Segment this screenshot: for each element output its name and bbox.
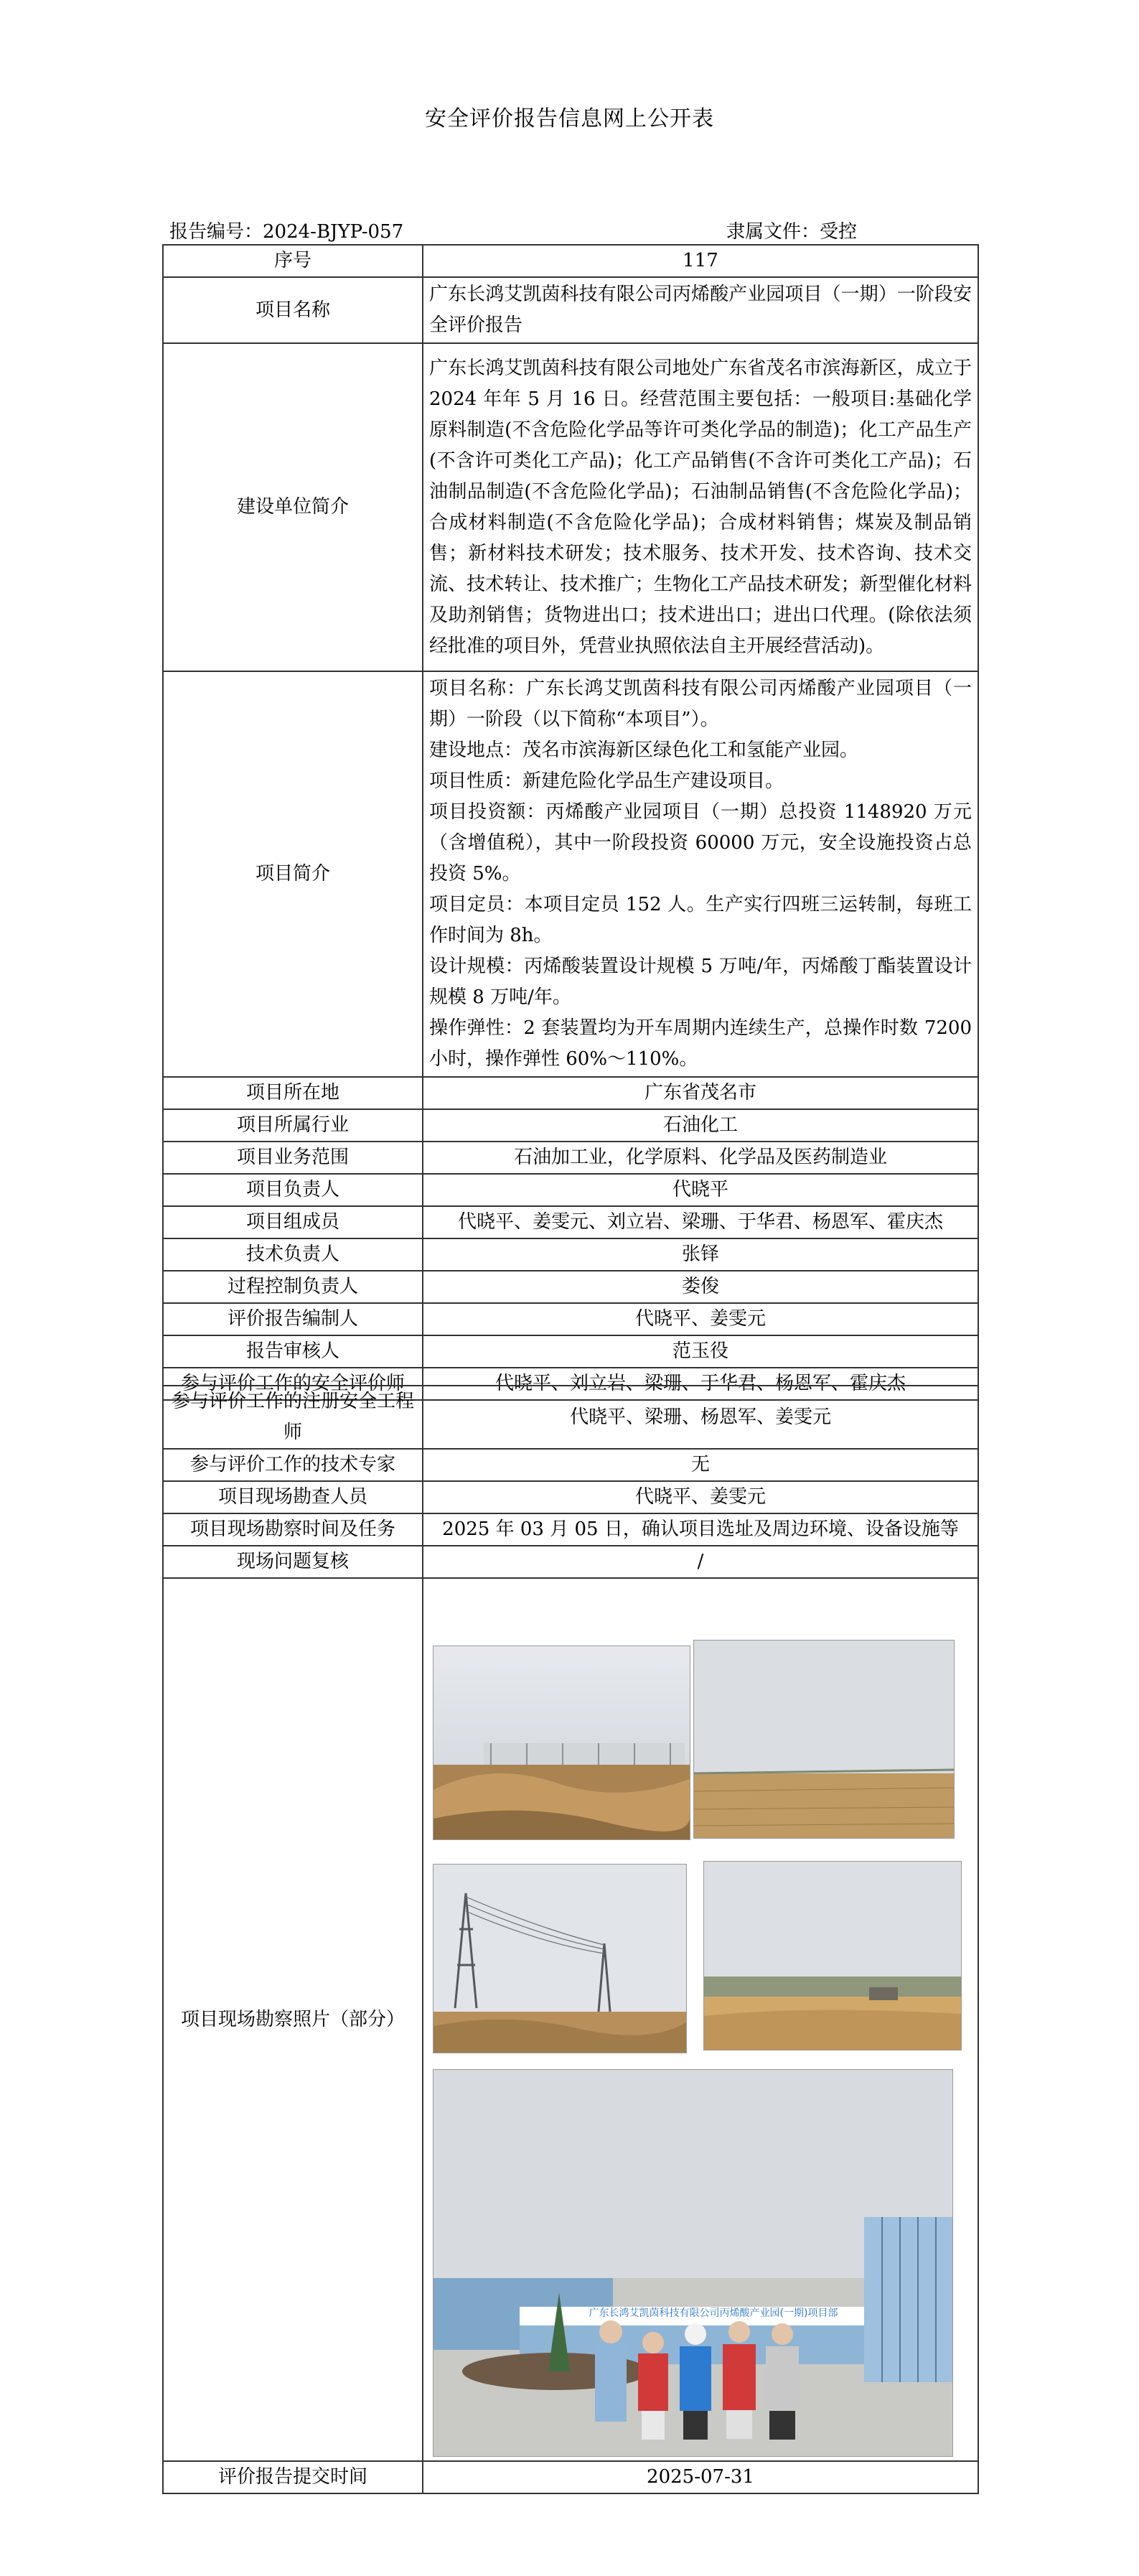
submit-value: 2025-07-31: [423, 2461, 978, 2493]
info-table-1: [162, 244, 979, 1401]
table-row: [163, 671, 978, 1077]
surveyors-label: 项目现场勘查人员: [163, 1481, 423, 1513]
site-photo-4: [703, 1861, 962, 2050]
scope-value: 石油加工业，化学原料、化学品及医药制造业: [423, 1142, 978, 1174]
unit-intro-label: 建设单位简介: [163, 343, 423, 671]
page-title: 安全评价报告信息网上公开表: [425, 106, 714, 131]
tech-leader-value: 张铎: [423, 1238, 978, 1271]
location-label: 项目所在地: [163, 1077, 423, 1109]
table-row: [163, 1206, 978, 1238]
table-row: [163, 277, 978, 343]
members-value: 代晓平、姜雯元、刘立岩、梁珊、于华君、杨恩军、霍庆杰: [423, 1206, 978, 1238]
table-row: [163, 1271, 978, 1303]
members-label: 项目组成员: [163, 1206, 423, 1238]
reg-engineers-label: 参与评价工作的注册安全工程师: [163, 1386, 423, 1449]
table-row: [163, 1142, 978, 1174]
reviewer-label: 报告审核人: [163, 1335, 423, 1368]
reviewer-value: 范玉役: [423, 1335, 978, 1368]
photos-label: 项目现场勘察照片（部分）: [163, 1578, 423, 2461]
recheck-label: 现场问题复核: [163, 1546, 423, 1578]
table-row: [163, 1449, 978, 1481]
compiler-label: 评价报告编制人: [163, 1303, 423, 1335]
table-row: [163, 1174, 978, 1206]
intro-line: 操作弹性：2 套装置均为开车周期内连续生产，总操作时数 7200 小时，操作弹性 60%～110%。: [429, 1017, 972, 1070]
table-row: [163, 1335, 978, 1368]
intro-line: 项目定员：本项目定员 152 人。生产实行四班三运转制，每班工作时间为 8h。: [429, 894, 972, 946]
survey-time-value: 2025 年 03 月 05 日，确认项目选址及周边环境、设备设施等: [423, 1513, 978, 1546]
photo-gallery: [423, 1579, 978, 2460]
site-photo-3: [433, 1864, 687, 2053]
intro-line: 项目名称：广东长鸿艾凯茵科技有限公司丙烯酸产业园项目（一期）一阶段（以下简称“本项目”）。: [429, 678, 972, 730]
table-row: [163, 1303, 978, 1335]
industry-label: 项目所属行业: [163, 1109, 423, 1142]
tech-leader-label: 技术负责人: [163, 1238, 423, 1271]
table-row: [163, 1077, 978, 1109]
report-number: 报告编号：2024-BJYP-057: [169, 221, 404, 243]
unit-intro-value: 广东长鸿艾凯茵科技有限公司地处广东省茂名市滨海新区，成立于 2024 年年 5 月 16 日。经营范围主要包括：一般项目:基础化学原料制造(不含危险化学品等许可类化学品的制造)；化工产品生产(不含许可类化工产品)；化工产品销售(不含许可类化工产品)；石油制品制造(不含危险化学品)；石油制品销售(不含危险化学品)；合成材料制造(不含危险化学品)；合成材料销售；煤炭及制品销售；新材料技术研发；技术服务、技术开发、技术咨询、技术交流、技术转让、技术推广；生物化工产品技术研发；新型催化材料及助剂销售；货物进出口；技术进出口；进出口代理。(除依法须经批准的项目外，凭营业执照依法自主开展经营活动)。: [423, 343, 978, 671]
seq-value: 117: [423, 245, 978, 277]
intro-line: 建设地点：茂名市滨海新区绿色化工和氢能产业园。: [429, 739, 859, 761]
intro-line: 项目投资额：丙烯酸产业园项目（一期）总投资 1148920 万元（含增值税），其中一阶段投资 60000 万元，安全设施投资占总投资 5%。: [429, 801, 972, 885]
intro-line: 项目性质：新建危险化学品生产建设项目。: [429, 770, 784, 792]
photos-cell: [423, 1578, 978, 2461]
team-photo: [433, 2069, 953, 2457]
table-row: [163, 245, 978, 277]
project-intro-label: 项目简介: [163, 671, 423, 1077]
location-value: 广东省茂名市: [423, 1077, 978, 1109]
table-row: [163, 343, 978, 671]
table-row: [163, 1513, 978, 1546]
table-row: [163, 1481, 978, 1513]
evaluators-label: 参与评价工作的安全评价师: [163, 1368, 423, 1400]
industry-value: 石油化工: [423, 1109, 978, 1142]
affiliation-label: 隶属文件：受控: [726, 221, 858, 243]
reg-engineers-value: 代晓平、梁珊、杨恩军、姜雯元: [423, 1386, 978, 1449]
leader-label: 项目负责人: [163, 1174, 423, 1206]
process-ctrl-value: 娄俊: [423, 1271, 978, 1303]
experts-value: 无: [423, 1449, 978, 1481]
leader-value: 代晓平: [423, 1174, 978, 1206]
experts-label: 参与评价工作的技术专家: [163, 1449, 423, 1481]
table-row: [163, 2461, 978, 2493]
project-name-value: 广东长鸿艾凯茵科技有限公司丙烯酸产业园项目（一期）一阶段安全评价报告: [423, 277, 978, 343]
submit-label: 评价报告提交时间: [163, 2461, 423, 2493]
table-row: [163, 1238, 978, 1271]
evaluators-value: 代晓平、刘立岩、梁珊、于华君、杨恩军、霍庆杰: [423, 1368, 978, 1400]
recheck-value: /: [423, 1546, 978, 1578]
intro-line: 设计规模：丙烯酸装置设计规模 5 万吨/年，丙烯酸丁酯装置设计规模 8 万吨/年。: [429, 956, 972, 1008]
surveyors-value: 代晓平、姜雯元: [423, 1481, 978, 1513]
table-row: [163, 1109, 978, 1142]
site-photo-2: [693, 1640, 955, 1839]
project-intro-value: [423, 671, 978, 1077]
table-row: [163, 1578, 978, 2461]
process-ctrl-label: 过程控制负责人: [163, 1271, 423, 1303]
scope-label: 项目业务范围: [163, 1142, 423, 1174]
seq-label: 序号: [163, 245, 423, 277]
table-row: [163, 1386, 978, 1449]
project-name-label: 项目名称: [163, 277, 423, 343]
table-row: [163, 1546, 978, 1578]
info-table-2: [162, 1385, 979, 2494]
survey-time-label: 项目现场勘察时间及任务: [163, 1513, 423, 1546]
compiler-value: 代晓平、姜雯元: [423, 1303, 978, 1335]
site-banner: 广东长鸿艾凯茵科技有限公司丙烯酸产业园(一期)项目部: [589, 2307, 838, 2319]
site-photo-1: [433, 1646, 690, 1840]
